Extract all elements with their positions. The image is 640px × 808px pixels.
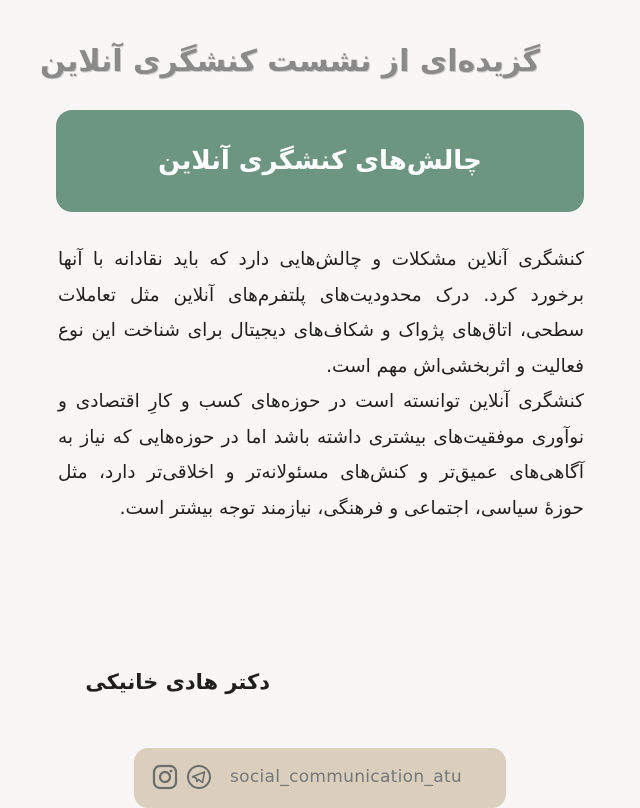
- social-footer: [134, 748, 506, 808]
- telegram-icon[interactable]: [186, 764, 212, 790]
- paragraph-2: کنشگری آنلاین توانسته است در حوزه‌های کسب و کارِ اقتصادی و نوآوری موفقیت‌های بیشتری داشته باشد اما در حوزه‌هایی که نیاز به آگاهی‌های عمیق‌تر و کنش‌های مسئولانه‌تر و اخلاقی‌تر دارد، مثل حوزۀ سیاسی، اجتماعی و فرهنگی، نیازمند توجه بیشتر است.: [58, 391, 584, 519]
- banner-title: چالش‌های کنشگری آنلاین: [158, 146, 482, 176]
- page-title: گزیده‌ای از نشست کنشگری آنلاین: [39, 44, 540, 79]
- section-banner: [56, 110, 584, 212]
- social-handle[interactable]: social_communication_atu: [230, 767, 462, 787]
- paragraph-1: کنشگری آنلاین مشکلات و چالش‌هایی دارد که باید نقادانه با آنها برخورد کرد. درک محدودیت‌های پلتفرم‌های آنلاین مثل تعاملات سطحی، اتاق‌های پژواک و شکاف‌های دیجیتال برای شناخت این نوع فعالیت و اثربخشی‌اش مهم است.: [58, 249, 584, 377]
- article-body: [58, 242, 584, 526]
- instagram-icon[interactable]: [152, 764, 178, 790]
- author-name: دکتر هادی خانیکی: [85, 670, 270, 694]
